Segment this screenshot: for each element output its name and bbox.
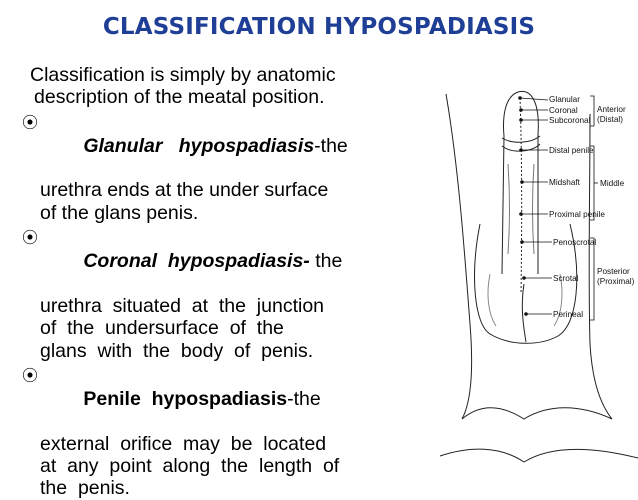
group-posterior: Posterior bbox=[597, 267, 630, 276]
group-anterior-sub: (Distal) bbox=[597, 115, 623, 124]
label-proximal-penile: Proximal penile bbox=[549, 210, 605, 219]
bullet-line: at any point along the length of bbox=[40, 455, 340, 478]
body-text bbox=[22, 64, 427, 500]
bullet-coronal bbox=[22, 228, 427, 362]
intro-line-1: Classification is simply by anatomic bbox=[30, 64, 336, 86]
circled-dot-icon: ⦿ bbox=[22, 230, 39, 248]
label-perineal: Perineal bbox=[553, 310, 584, 319]
bullet-term-suffix: the bbox=[309, 250, 343, 273]
label-coronal: Coronal bbox=[549, 106, 578, 115]
label-glanular: Glanular bbox=[549, 95, 580, 104]
bullet-glanular bbox=[22, 113, 427, 224]
intro-paragraph bbox=[30, 64, 427, 109]
bullet-term: Glanular hypospadiasis bbox=[83, 134, 315, 157]
slide-title: CLASSIFICATION HYPOSPADIASIS bbox=[102, 14, 536, 40]
label-penoscrotal: Penoscrotal bbox=[553, 238, 597, 247]
bullet-term: Penile hypospadiasis bbox=[83, 388, 288, 411]
label-midshaft: Midshaft bbox=[549, 178, 580, 187]
label-scrotal: Scrotal bbox=[553, 274, 579, 283]
anatomy-illustration bbox=[440, 74, 638, 478]
bullet-line: of the glans penis. bbox=[40, 201, 199, 224]
intro-line-2: description of the meatal position. bbox=[34, 86, 325, 109]
bullet-line: urethra ends at the under surface bbox=[40, 179, 329, 202]
group-posterior-sub: (Proximal) bbox=[597, 277, 635, 286]
label-subcoronal: Subcoronal bbox=[549, 116, 591, 125]
label-distal-penile: Distal penile bbox=[549, 146, 594, 155]
group-anterior: Anterior bbox=[597, 105, 626, 114]
bullet-line: of the undersurface of the bbox=[40, 317, 284, 340]
anatomy-diagram bbox=[440, 74, 638, 478]
bullet-term: Coronal hypospadiasis- bbox=[83, 250, 310, 273]
bullet-line: the penis. bbox=[40, 477, 130, 500]
bullet-term-suffix: -the bbox=[287, 388, 321, 411]
bullet-penile bbox=[22, 366, 427, 500]
circled-dot-icon: ⦿ bbox=[22, 367, 39, 385]
bullet-term-suffix: -the bbox=[314, 134, 348, 157]
circled-dot-icon: ⦿ bbox=[22, 114, 39, 132]
bullet-line: urethra situated at the junction bbox=[40, 294, 325, 317]
group-middle: Middle bbox=[600, 179, 625, 188]
bullet-line: glans with the body of penis. bbox=[40, 339, 314, 362]
bullet-line: external orifice may be located bbox=[40, 432, 327, 455]
